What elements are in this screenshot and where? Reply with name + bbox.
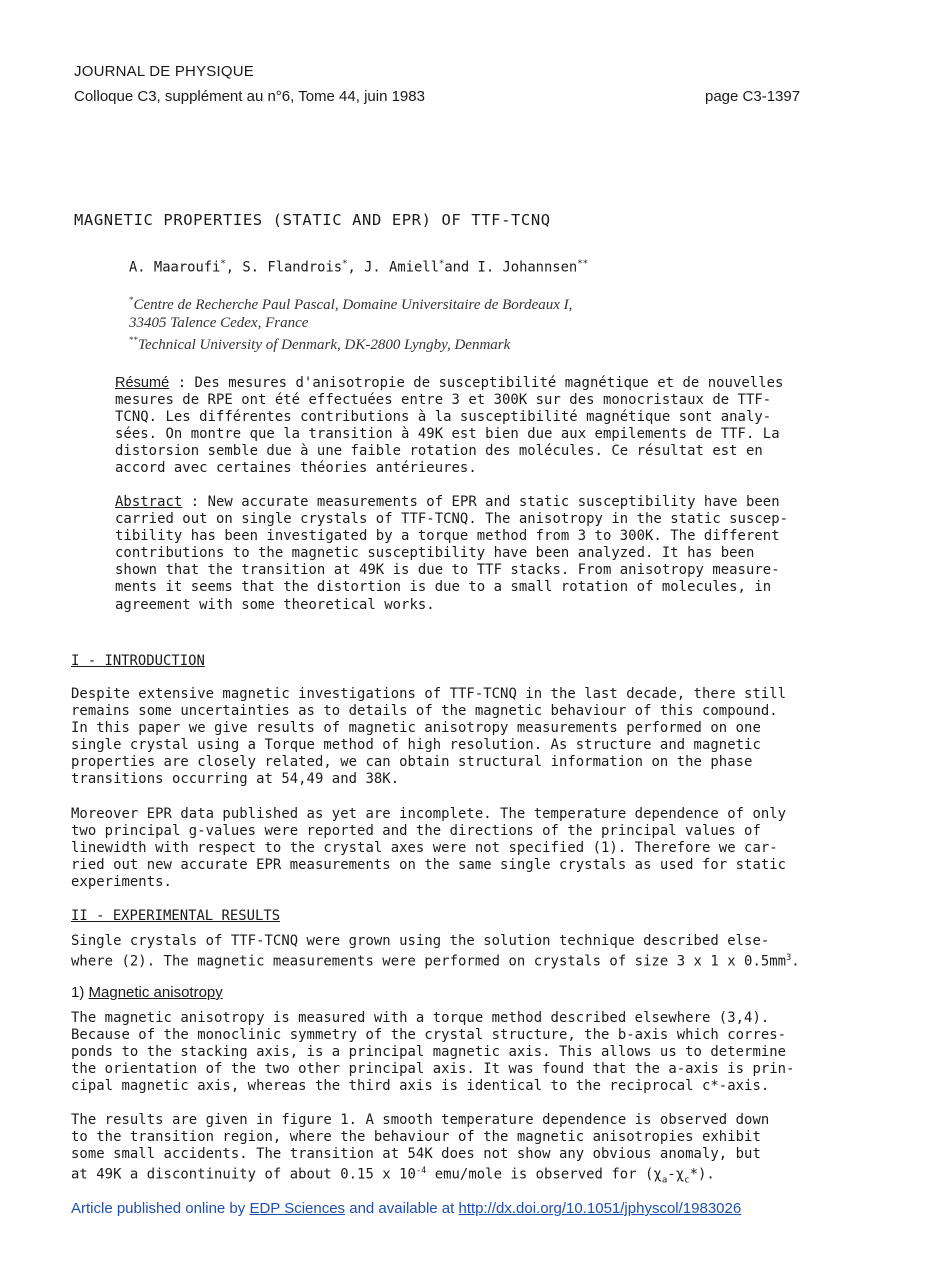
affiliation-mark: * [220,259,226,269]
text-punct: . [791,953,800,970]
subscript: c [684,1175,690,1186]
superscript: 3 [786,953,792,964]
text-line: *). [689,1166,715,1183]
section-heading-experimental: II - EXPERIMENTAL RESULTS [71,908,281,924]
author-name: and I. Johannsen [444,259,578,276]
affiliation-mark: * [129,295,134,305]
abstract-sep: : [182,494,208,510]
affiliation-line [129,292,572,315]
colloque-info: Colloque C3, supplément au n°6, Tome 44, juin 1983 [74,88,425,105]
paper-title: MAGNETIC PROPERTIES (STATIC AND EPR) OF TTF-TCNQ [74,211,551,229]
abstract-label: Abstract [115,494,183,510]
introduction-paragraph-1: Despite extensive magnetic investigations of TTF-TCNQ in the last decade, there still remains some uncertainties as to details of the magnetic behaviour of this compound. In this paper we give results of magnetic anisotropy measurements performed on one single crystal using a Torque method of high resolution. As structure and magnetic properties are closely related, we can obtain structural information on the phase transitions occurring at 54,49 and 38K. [71,686,787,788]
anisotropy-paragraph-2 [71,1112,769,1190]
introduction-paragraph-2: Moreover EPR data published as yet are incomplete. The temperature dependence of only two principal g-values were reported and the directions of the principal values of linewidth with respect to the crystal axes were not specified (1). Therefore we car- ried out new accurate EPR measurements on the same single crystals as used for static experiments. [71,806,787,891]
resume-label: Résumé [115,375,170,391]
subscript: a [661,1175,668,1186]
affiliation-mark: * [438,259,445,269]
footer-text: and available at [345,1200,459,1217]
resume-first-line: Des mesures d'anisotropie de susceptibilité magnétique et de nouvelles [194,375,784,391]
affiliation-mark: ** [577,259,589,269]
affiliation-line [129,332,572,355]
affiliation-text: Technical University of Denmark, DK-2800 Lyngby, Denmark [138,337,511,353]
doi-link[interactable]: http://dx.doi.org/10.1051/jphyscol/1983026 [458,1200,742,1217]
subsection-title: Magnetic anisotropy [88,984,223,1001]
affiliation-text: 33405 Talence Cedex, France [129,314,309,331]
resume-text: mesures de RPE ont été effectuées entre 3 et 300K sur des monocristaux de TTF- TCNQ. Les différentes contributions à la susceptibilité magnétique sont analy- sées. On montre que la transition à 49K est bien due aux empilements de TTF. La distorsion semble due à une faible rotation des molécules. Ce résultat est en accord avec certaines théories antérieures. [115,392,780,477]
author-name: , J. Amiell [347,259,439,276]
anisotropy-paragraph-1: The magnetic anisotropy is measured with a torque method described elsewhere (3,4). Because of the monoclinic symmetry of the crystal structure, the b-axis which corres- ponds to the stacking axis, is a principal magnetic axis. This allows us to determine the orientation of the two other principal axis. It was found that the a-axis is prin- cipal magnetic axis, whereas the third axis is identical to the reciprocal c*-axis. [71,1010,795,1095]
publication-footer [71,1200,741,1217]
experimental-paragraph-1 [71,933,800,971]
affiliation-text: Centre de Recherche Paul Pascal, Domaine Universitaire de Bordeaux I, [133,297,573,313]
abstract-first-line: New accurate measurements of EPR and static susceptibility have been [207,494,780,510]
text-line: Single crystals of TTF-TCNQ were grown using the solution technique described else- [71,933,770,949]
page-number: page C3-1397 [705,88,801,105]
resume-sep: : [169,375,195,391]
affiliations [129,292,572,355]
resume-block [115,375,783,478]
author-name: , S. Flandrois [225,259,343,276]
affiliation-mark: ** [129,335,138,345]
text-line: emu/mole is observed for (χ [426,1166,662,1183]
text-lines: The results are given in figure 1. A smooth temperature dependence is observed down to the transition region, where the behaviour of the magnetic anisotropies exhibit some small accidents. The transition at 54K does not show any obvious anomaly, but [71,1112,770,1163]
journal-name: JOURNAL DE PHYSIQUE [74,63,254,80]
subsection-heading [71,984,223,1001]
text-line: -χ [667,1166,685,1183]
footer-text: Article published online by [71,1200,250,1217]
text-line: where (2). The magnetic measurements were performed on crystals of size 3 x 1 x 0.5mm [71,953,787,970]
affiliation-line [129,315,572,333]
author-name: A. Maaroufi [129,259,221,276]
exponent: -4 [415,1166,427,1177]
edp-sciences-link[interactable]: EDP Sciences [249,1200,346,1217]
abstract-text: carried out on single crystals of TTF-TCNQ. The anisotropy in the static suscep- tibility has been investigated by a torque method from 3 to 300K. The different contributions to the magnetic susceptibility have been analyzed. It has been shown that the transition at 49K is due to TTF stacks. From anisotropy measure- ments it seems that the distortion is due to a small rotation of molecules, in agreement with some theoretical works. [115,511,789,613]
abstract-block [115,494,788,614]
section-heading-introduction: I - INTRODUCTION [71,653,205,669]
subsection-number: 1) [71,984,89,1001]
text-line: at 49K a discontinuity of about 0.15 x 10 [71,1166,416,1183]
author-list [129,259,588,276]
affiliation-mark: * [342,259,348,269]
